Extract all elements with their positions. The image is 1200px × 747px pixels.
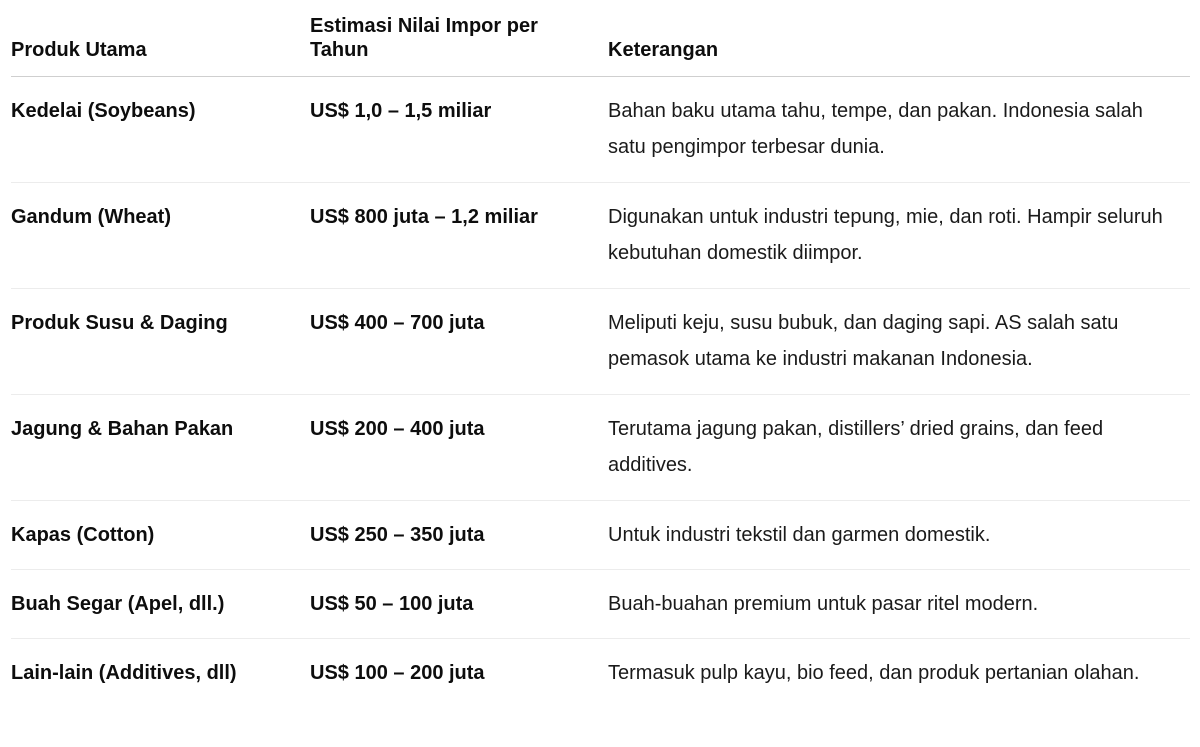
- cell-keterangan: Meliputi keju, susu bubuk, dan daging sapi. AS salah satu pemasok utama ke industri makanan Indonesia.: [608, 288, 1190, 394]
- table-row: [11, 569, 1190, 638]
- cell-keterangan: Digunakan untuk industri tepung, mie, dan roti. Hampir seluruh kebutuhan domestik diimpor.: [608, 182, 1190, 288]
- table-row: [11, 182, 1190, 288]
- cell-nilai: US$ 250 – 350 juta: [310, 500, 608, 569]
- cell-produk: Lain-lain (Additives, dll): [11, 661, 237, 684]
- cell-produk: Jagung & Bahan Pakan: [11, 394, 310, 500]
- cell-keterangan: Terutama jagung pakan, distillers’ dried grains, dan feed additives.: [608, 394, 1190, 500]
- cell-keterangan: Buah-buahan premium untuk pasar ritel modern.: [608, 569, 1190, 638]
- cell-keterangan: Termasuk pulp kayu, bio feed, dan produk pertanian olahan.: [608, 661, 1140, 684]
- header-estimasi-nilai: Estimasi Nilai Impor per Tahun: [310, 0, 608, 76]
- table-row: [11, 638, 1190, 744]
- header-row: [11, 0, 1190, 76]
- cell-nilai: US$ 200 – 400 juta: [310, 394, 608, 500]
- header-keterangan: Keterangan: [608, 0, 1190, 76]
- table-header: [11, 0, 1190, 76]
- cell-produk: Produk Susu & Daging: [11, 288, 310, 394]
- cell-nilai: US$ 400 – 700 juta: [310, 288, 608, 394]
- cell-produk: Kapas (Cotton): [11, 500, 310, 569]
- cell-produk: Buah Segar (Apel, dll.): [11, 569, 310, 638]
- import-table: [11, 0, 1190, 744]
- table-body: [11, 76, 1190, 744]
- cell-nilai: US$ 1,0 – 1,5 miliar: [310, 76, 608, 182]
- table-row: [11, 288, 1190, 394]
- cell-produk: Kedelai (Soybeans): [11, 76, 310, 182]
- table-row: [11, 500, 1190, 569]
- cell-produk: Gandum (Wheat): [11, 182, 310, 288]
- header-produk-utama: Produk Utama: [11, 0, 310, 76]
- table-row: [11, 76, 1190, 182]
- cell-nilai: US$ 100 – 200 juta: [310, 661, 485, 684]
- table-row: [11, 394, 1190, 500]
- cell-nilai: US$ 50 – 100 juta: [310, 569, 608, 638]
- cell-nilai: US$ 800 juta – 1,2 miliar: [310, 182, 608, 288]
- cell-keterangan: Bahan baku utama tahu, tempe, dan pakan. Indonesia salah satu pengimpor terbesar dunia.: [608, 76, 1190, 182]
- cell-keterangan: Untuk industri tekstil dan garmen domestik.: [608, 500, 1190, 569]
